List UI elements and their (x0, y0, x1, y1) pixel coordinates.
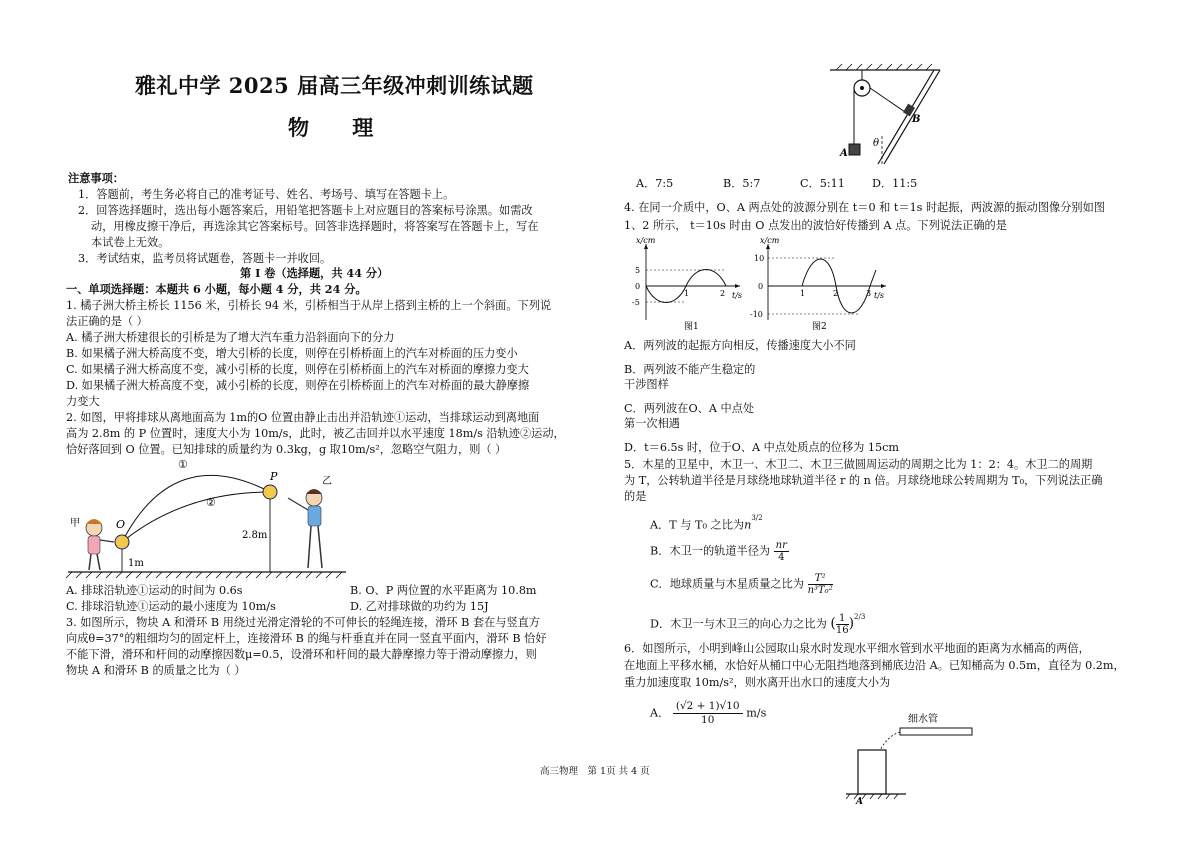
q3-stem: 3. 如图所示，物块 A 和滑环 B 用绕过光滑定滑轮的不可伸长的轻绳连接，滑环 B 套在与竖直方 (66, 616, 541, 629)
g2-caption: 图2 (812, 322, 827, 332)
ring-b-label: B (912, 114, 921, 125)
notes-heading: 注意事项： (68, 171, 124, 185)
g1-xlabel: t/s (732, 291, 743, 300)
q4-option-a: A．两列波的起振方向相反，传播速度大小不同 (624, 339, 856, 352)
pulley-figure (826, 64, 946, 166)
q6-option-a: A． $\frac{(√2 + 1)√10}{10}$ m/s (650, 700, 767, 726)
q6-stem: 6．如图所示，小明到峰山公园取山泉水时发现水平细水管到水平地面的距离为水桶高的两倍， (624, 642, 1090, 655)
pipe-label: 细水管 (908, 714, 938, 725)
person-jia-icon (86, 519, 114, 570)
q5-stem: 的是 (624, 490, 647, 503)
bucket-icon (858, 750, 886, 794)
g1-ylabel: x/cm (636, 236, 656, 245)
person-a-label: 甲 (70, 518, 80, 529)
person-yi-icon (288, 489, 322, 568)
q4-option-b-cont: 干涉图样 (624, 378, 669, 391)
q2-stem: 恰好落回到 O 位置。已知排球的质量约为 0.3kg，g 取10m/s²，忽略空气阻力，则（ ） (66, 443, 507, 456)
pipe-icon (900, 728, 972, 735)
g1-tick: 5 (635, 266, 641, 275)
note-item: 2．回答选择题时，选出每小题答案后，用铅笔把答题卡上对应题目的答案标号涂黑。如需改 (78, 204, 533, 217)
q1-option-a: A. 橘子洲大桥建很长的引桥是为了增大汽车重力沿斜面向下的分力 (66, 331, 395, 344)
volleyball-figure (64, 456, 354, 580)
q2-option-d: D. 乙对排球做的功约为 15J (350, 600, 489, 613)
q2-option-b: B. O、P 两位置的水平距离为 10.8m (350, 584, 537, 597)
q2-option-a: A. 排球沿轨迹①运动的时间为 0.6s (66, 584, 243, 597)
block-a-label: A (840, 148, 848, 159)
q4-option-c: C．两列波在O、A 中点处 (624, 402, 755, 415)
q1-stem: 法正确的是（ ） (66, 315, 148, 328)
q5-option-a-text: A．T 与 T₀ 之比为 (650, 518, 745, 532)
q5-option-c-text: C．地球质量与木星质量之比为 (650, 577, 804, 591)
g2-tick: 1 (800, 289, 806, 298)
q4-option-c-cont: 第一次相遇 (624, 417, 680, 430)
path2-label: ② (206, 496, 216, 509)
g2-tick: 10 (754, 254, 765, 263)
q2-stem: 2. 如图，甲将排球从离地面高为 1m的O 位置由静止击出并沿轨迹①运动，当排球运动到离地面 (66, 411, 540, 424)
q6-stem: 重力加速度取 10m/s²，则水离开出水口的速度大小为 (624, 676, 891, 689)
q4-stem: 4. 在同一介质中，O、A 两点处的波源分别在 t＝0 和 t＝1s 时起振，两波源的振动图像分别如图 (624, 201, 1105, 214)
q3-option-a: A．7:5 (636, 177, 674, 190)
wave-graphs (628, 236, 890, 332)
subject-title: 物 理 (288, 115, 392, 140)
g2-ylabel: x/cm (760, 236, 780, 245)
exam-title: 雅礼中学 2025 届高三年级冲刺训练试题 (135, 73, 534, 98)
g1-tick: 1 (684, 289, 690, 298)
point-p-label: P (270, 470, 278, 483)
q3-stem: 向成θ=37°的粗细均匀的固定杆上，连接滑环 B 的绳与杆垂直并在同一竖直平面内，滑环 B 恰好 (66, 632, 547, 645)
q1-stem: 1. 橘子洲大桥主桥长 1156 米，引桥长 94 米，引桥相当于从岸上搭到主桥的上一个斜面。下列说 (66, 299, 552, 312)
q6-option-a-label: A． (650, 706, 670, 720)
note-item: 1．答题前，考生务必将自己的准考证号、姓名、考场号、填写在答题卡上。 (78, 188, 455, 201)
q4-option-d: D．t＝6.5s 时，位于O、A 中点处质点的位移为 15cm (624, 441, 900, 454)
q5-option-a: A．T 与 T₀ 之比为$n^{3/2}$ (650, 514, 763, 532)
g2-tick: -10 (750, 310, 763, 319)
q5-option-b-text: B．木卫一的轨道半径为 (650, 544, 771, 558)
point-o-label: O (116, 518, 126, 531)
g1-tick: 0 (635, 282, 641, 291)
g2-xlabel: t/s (874, 291, 885, 300)
path1-label: ① (178, 458, 188, 471)
q6-stem: 在地面上平移水桶，水恰好从桶口中心无阻挡地落到桶底边沿 A。已知桶高为 0.5m，直径为 0.2m， (624, 659, 1125, 672)
water-pipe-figure (846, 708, 976, 804)
q5-stem: 5．木星的卫星中，木卫一、木卫二、木卫三做圆周运动的周期之比为 1：2：4。木卫二的周期 (624, 458, 1093, 471)
q4-stem: 1、2 所示， t＝10s 时由 O 点发出的波恰好传播到 A 点。下列说法正确的是 (624, 219, 1007, 232)
part1-heading: 第 I 卷（选择题，共 44 分） (240, 266, 389, 280)
q3-option-b: B．5:7 (723, 177, 761, 190)
ball-p (263, 485, 277, 499)
q5-option-c: C．地球质量与木星质量之比为 $\frac{\text{T²}}{\text{n³T₀²}}$ (650, 573, 833, 596)
block-a (849, 144, 860, 155)
q3-option-d: D．11:5 (872, 177, 918, 190)
g2-tick: 2 (833, 289, 839, 298)
person-b-label: 乙 (322, 476, 332, 487)
q1-option-b: B. 如果橘子洲大桥高度不变，增大引桥的长度，则停在引桥桥面上的汽车对桥面的压力变小 (66, 347, 518, 360)
q2-stem: 高为 2.8m 的 P 位置时，速度大小为 10m/s，此时，被乙击回并以水平速度 18m/s 沿轨迹②运动， (66, 427, 565, 440)
point-a-label: A (856, 797, 863, 804)
q2-option-c: C. 排球沿轨迹①运动的最小速度为 10m/s (66, 600, 276, 613)
q3-stem: 不能下滑，滑环和杆间的动摩擦因数μ=0.5，设滑环和杆间的最大静摩擦力等于滑动摩擦力，则 (66, 648, 537, 661)
q5-option-b: B．木卫一的轨道半径为 $\frac{nr}{4}$ (650, 540, 787, 563)
graph-1 (632, 236, 742, 332)
q1-option-d-cont: 力变大 (66, 395, 100, 408)
angle-label: θ (873, 138, 880, 149)
g2-tick: 0 (758, 282, 764, 291)
q4-option-b: B．两列波不能产生稳定的 (624, 363, 756, 376)
note-item: 本试卷上无效。 (91, 236, 170, 249)
page-footer: 高三物理 第 1页 共 4 页 (540, 766, 650, 777)
g1-tick: 2 (720, 289, 726, 298)
g1-tick: -5 (632, 298, 640, 307)
q5-stem: 为 T，公转轨道半径是月球绕地球轨道半径 r 的 n 倍。月球绕地球公转周期为 T₀，下列说法正确 (624, 474, 1103, 487)
g1-caption: 图1 (684, 322, 699, 332)
section-heading: 一、单项选择题：本题共 6 小题，每小题 4 分，共 24 分。 (66, 282, 367, 296)
q3-stem: 物块 A 和滑环 B 的质量之比为（ ） (66, 664, 246, 677)
height-o-label: 1m (128, 558, 144, 569)
q5-option-d: D．木卫一与木卫三的向心力之比为 ( $\frac{1}{16}$ )$^{2/3}$ (650, 612, 866, 636)
q1-option-d: D. 如果橘子洲大桥高度不变，减小引桥的长度，则停在引桥桥面上的汽车对桥面的最大静摩擦 (66, 379, 530, 392)
ball-o (115, 535, 129, 549)
q5-option-d-text: D．木卫一与木卫三的向心力之比为 (650, 617, 827, 631)
q1-option-c: C. 如果橘子洲大桥高度不变，减小引桥的长度，则停在引桥桥面上的汽车对桥面的摩擦力变大 (66, 363, 529, 376)
graph-2 (750, 236, 886, 332)
g2-tick: 3 (866, 289, 872, 298)
height-p-label: 2.8m (242, 530, 268, 541)
note-item: 动，用橡皮擦干净后，再选涂其它答案标号。回答非选择题时，将答案写在答题卡上，写在 (91, 220, 539, 233)
q6-option-a-unit: m/s (746, 706, 767, 720)
note-item: 3．考试结束，监考员将试题卷，答题卡一并收回。 (78, 252, 332, 265)
q3-option-c: C．5:11 (800, 177, 845, 190)
